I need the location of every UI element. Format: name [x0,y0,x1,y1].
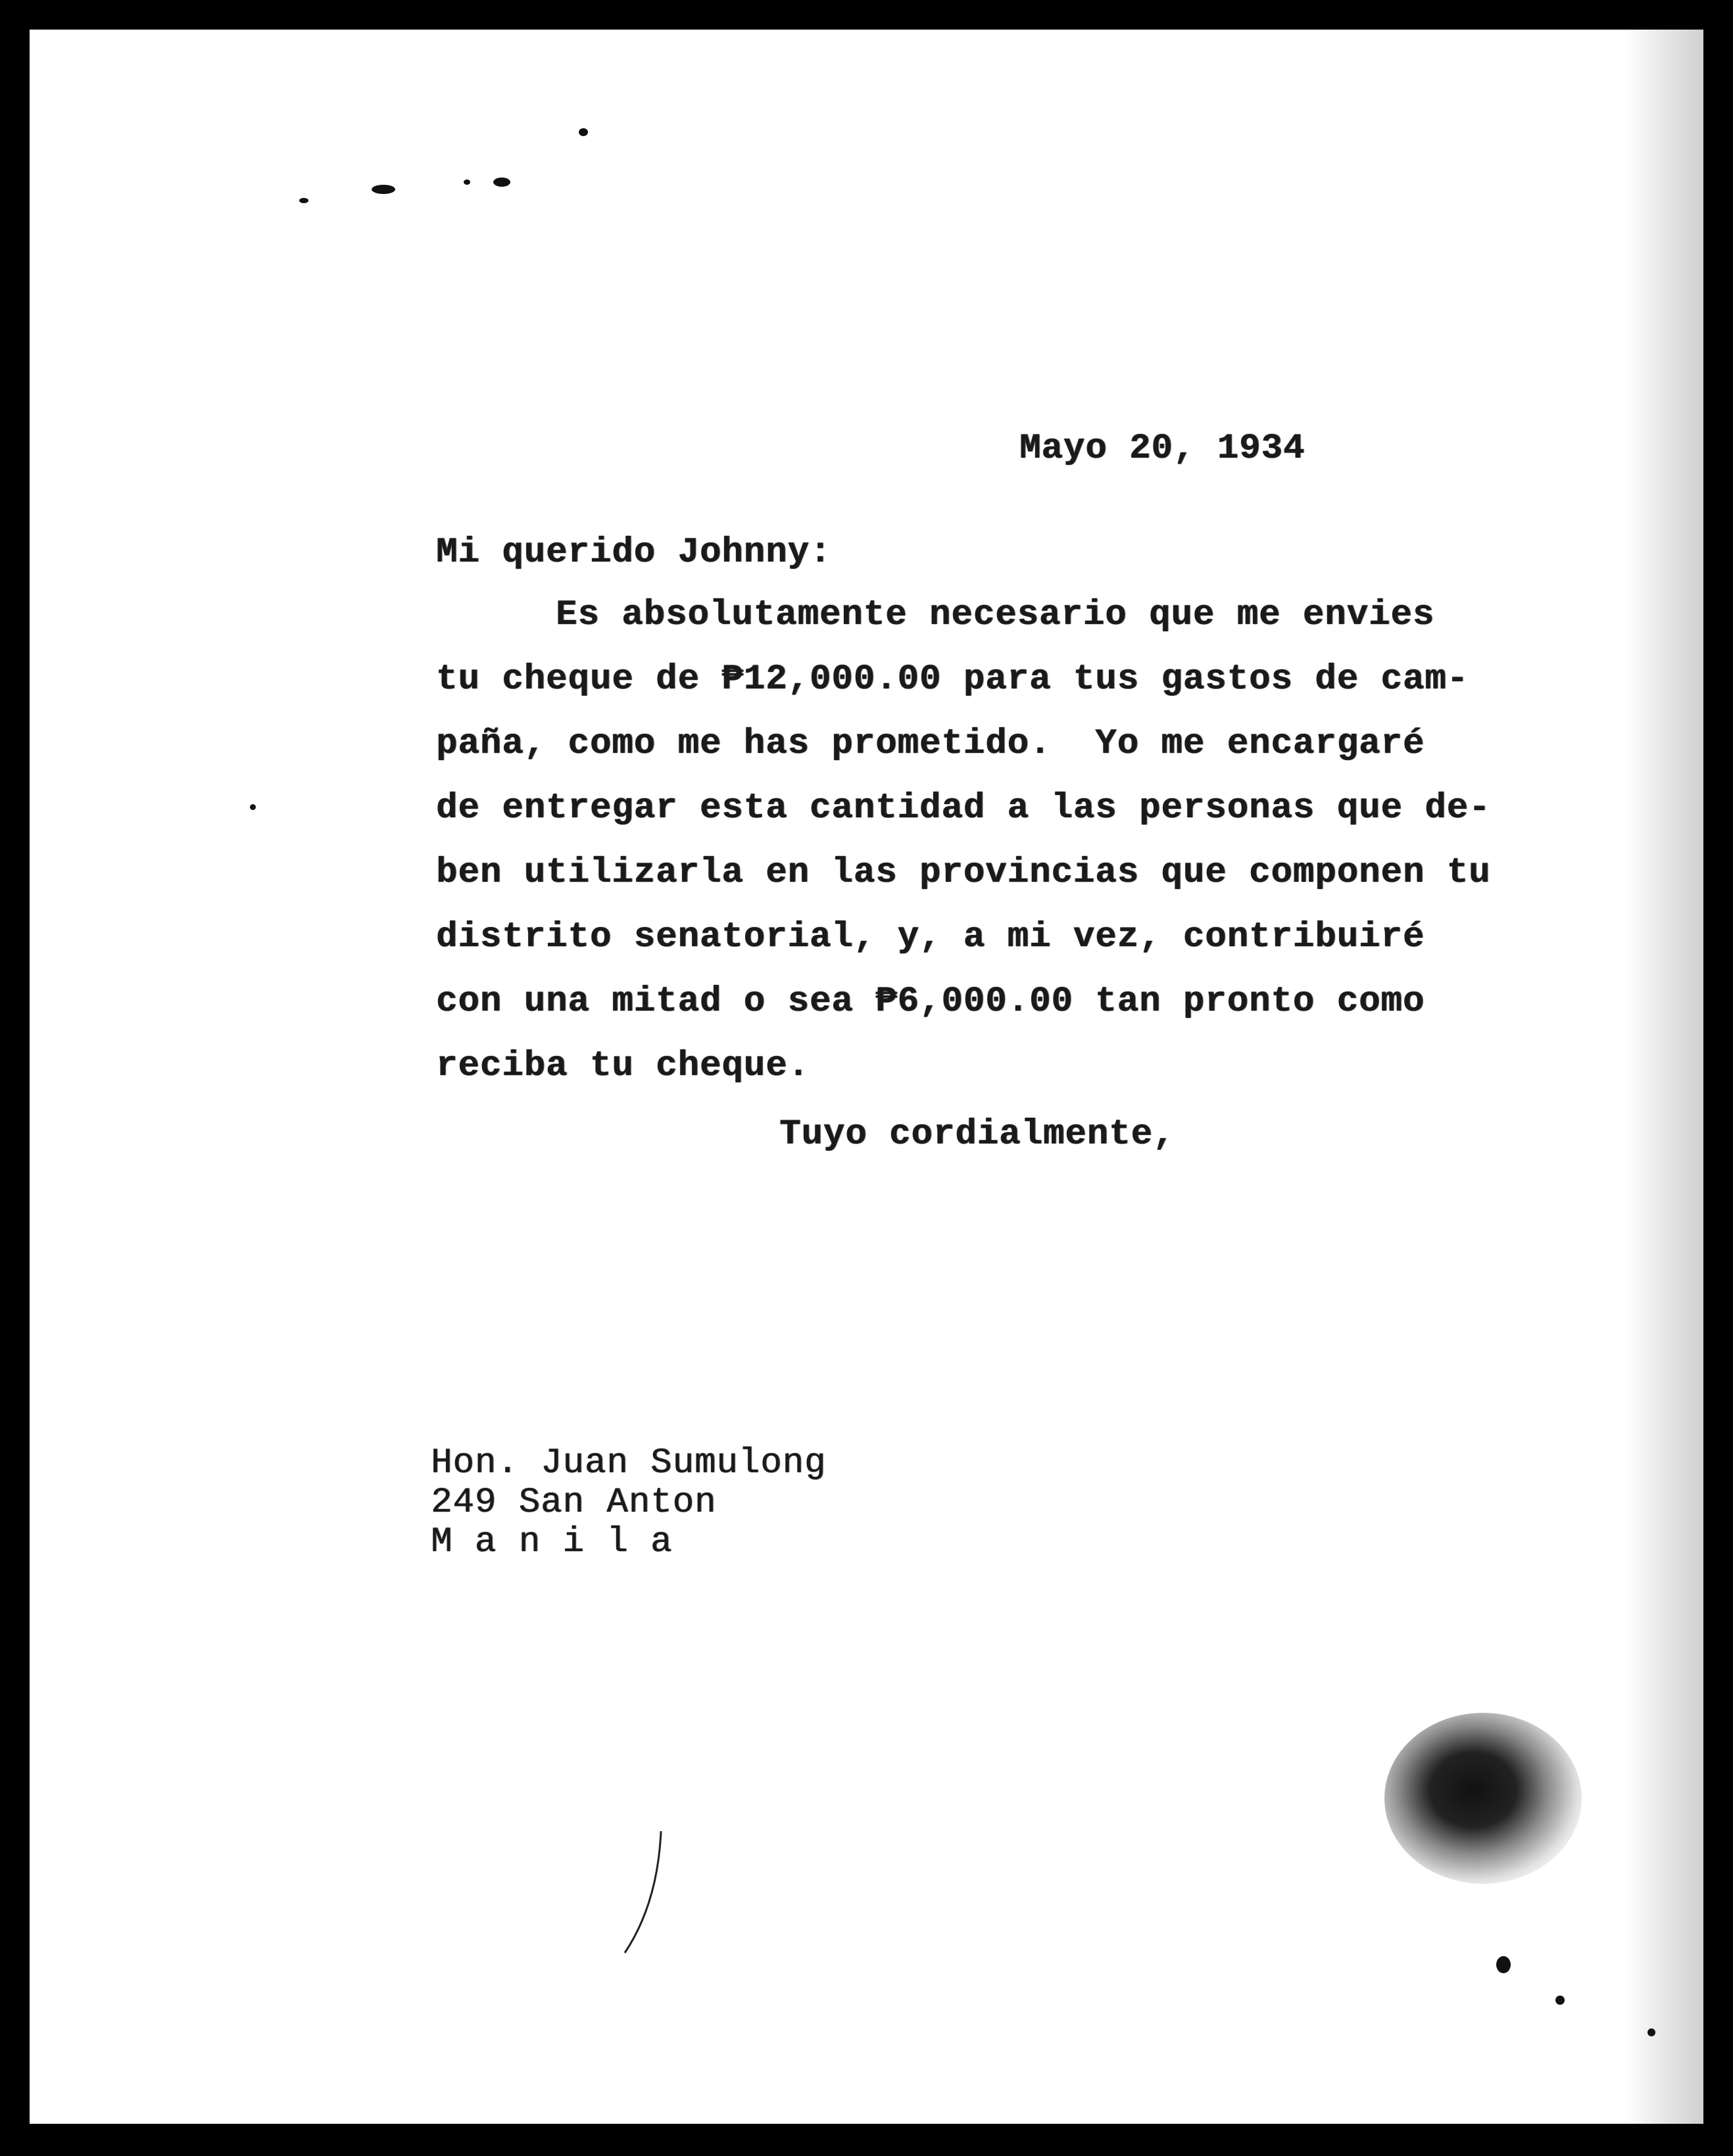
letter-date: Mayo 20, 1934 [1019,429,1306,469]
body-line: con una mitad o sea ₱6,000.00 tan pronto como [436,982,1425,1022]
ink-speck [464,180,470,185]
letter-sheet [30,30,1703,2124]
body-line: reciba tu cheque. [436,1046,810,1086]
ink-speck [250,804,256,810]
ink-blot [1384,1713,1582,1884]
body-line: de entregar esta cantidad a las personas que de- [436,788,1491,828]
body-line: tu cheque de ₱12,000.00 para tus gastos de cam- [436,659,1469,700]
ink-speck [579,128,588,136]
body-line: Es absolutamente necesario que me envies [556,595,1435,635]
closing: Tuyo cordialmente, [779,1114,1175,1155]
salutation: Mi querido Johnny: [436,533,832,573]
ink-speck [299,198,308,203]
pen-stroke [622,1831,674,1963]
ink-speck [1555,1996,1565,2005]
edge-shading [1624,30,1703,2124]
ink-speck [493,178,510,187]
body-line: paña, como me has prometido. Yo me encargaré [436,724,1425,764]
body-line: ben utilizarla en las provincias que componen tu [436,853,1491,893]
ink-speck [1496,1956,1511,1973]
recipient-street: 249 San Anton [431,1483,717,1523]
body-line: distrito senatorial, y, a mi vez, contribuiré [436,917,1425,957]
recipient-name: Hon. Juan Sumulong [431,1443,827,1483]
ink-speck [372,185,395,194]
ink-speck [1648,2028,1655,2036]
recipient-city: M a n i l a [431,1522,673,1562]
